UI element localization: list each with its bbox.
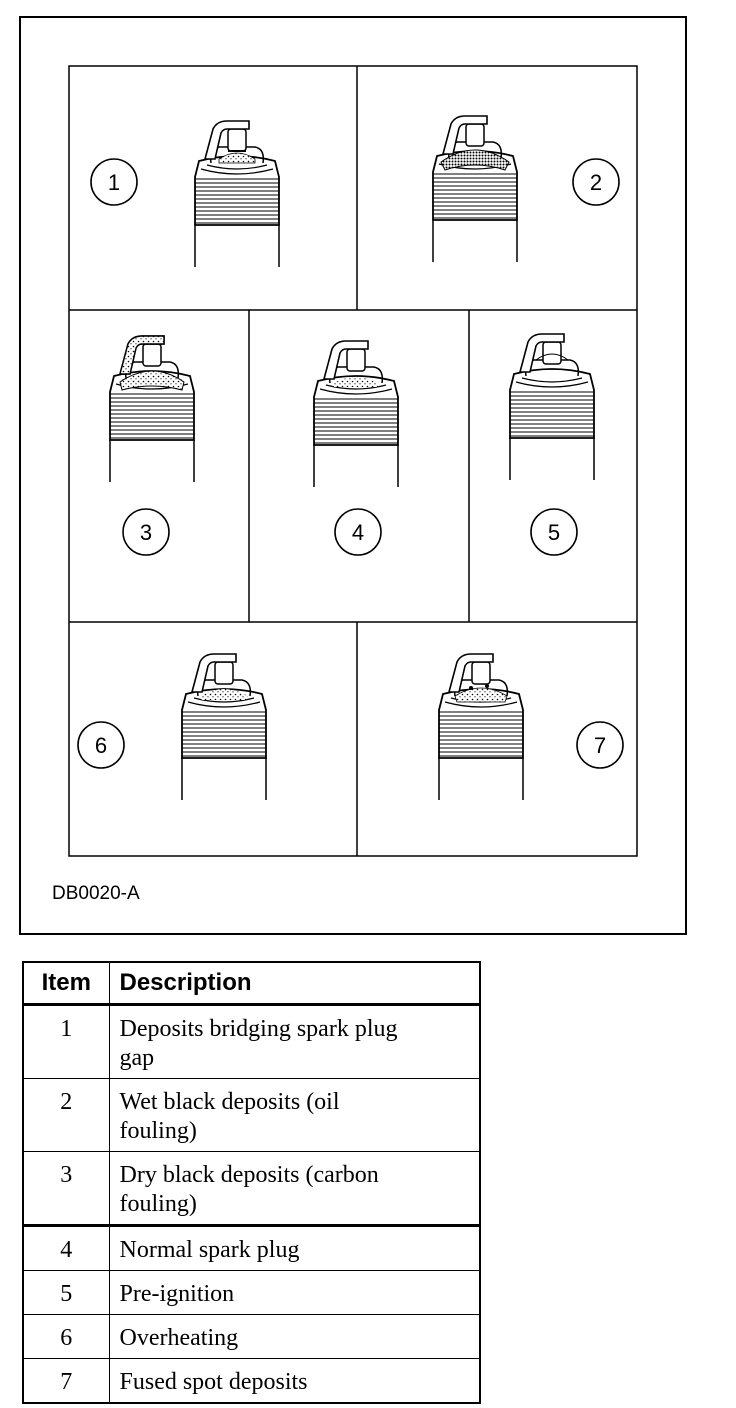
callout-3 bbox=[123, 509, 169, 555]
header-item: Item bbox=[23, 962, 109, 1005]
item-description: Overheating bbox=[109, 1315, 480, 1359]
table-row bbox=[23, 1005, 480, 1079]
legend-table bbox=[22, 961, 481, 1404]
table-row bbox=[23, 1079, 480, 1152]
table-header-row bbox=[23, 962, 480, 1005]
callout-2 bbox=[573, 159, 619, 205]
item-number: 4 bbox=[23, 1226, 109, 1271]
item-number: 1 bbox=[23, 1005, 109, 1079]
item-number: 5 bbox=[23, 1271, 109, 1315]
callout-7 bbox=[577, 722, 623, 768]
table-row bbox=[23, 1152, 480, 1226]
table-row bbox=[23, 1315, 480, 1359]
item-description: Wet black deposits (oil fouling) bbox=[109, 1079, 480, 1152]
figure-border bbox=[20, 17, 686, 934]
table-row bbox=[23, 1271, 480, 1315]
item-description: Normal spark plug bbox=[109, 1226, 480, 1271]
item-number: 7 bbox=[23, 1359, 109, 1404]
item-description: Deposits bridging spark plug gap bbox=[109, 1005, 480, 1079]
svg-text:6: 6 bbox=[94, 733, 108, 758]
svg-text:3: 3 bbox=[139, 520, 153, 545]
table-row bbox=[23, 1359, 480, 1404]
item-number: 6 bbox=[23, 1315, 109, 1359]
figure-code: DB0020-A bbox=[52, 883, 140, 904]
svg-text:1: 1 bbox=[107, 170, 121, 195]
callout-5 bbox=[531, 509, 577, 555]
svg-text:5: 5 bbox=[547, 520, 561, 545]
item-description: Fused spot deposits bbox=[109, 1359, 480, 1404]
item-description: Dry black deposits (carbon fouling) bbox=[109, 1152, 480, 1226]
header-description: Description bbox=[109, 962, 480, 1005]
callout-6 bbox=[78, 722, 124, 768]
svg-text:4: 4 bbox=[351, 520, 365, 545]
callout-1 bbox=[91, 159, 137, 205]
svg-text:2: 2 bbox=[589, 170, 603, 195]
item-number: 2 bbox=[23, 1079, 109, 1152]
item-number: 3 bbox=[23, 1152, 109, 1226]
svg-text:7: 7 bbox=[593, 733, 607, 758]
callout-4 bbox=[335, 509, 381, 555]
table-row bbox=[23, 1226, 480, 1271]
item-description: Pre-ignition bbox=[109, 1271, 480, 1315]
